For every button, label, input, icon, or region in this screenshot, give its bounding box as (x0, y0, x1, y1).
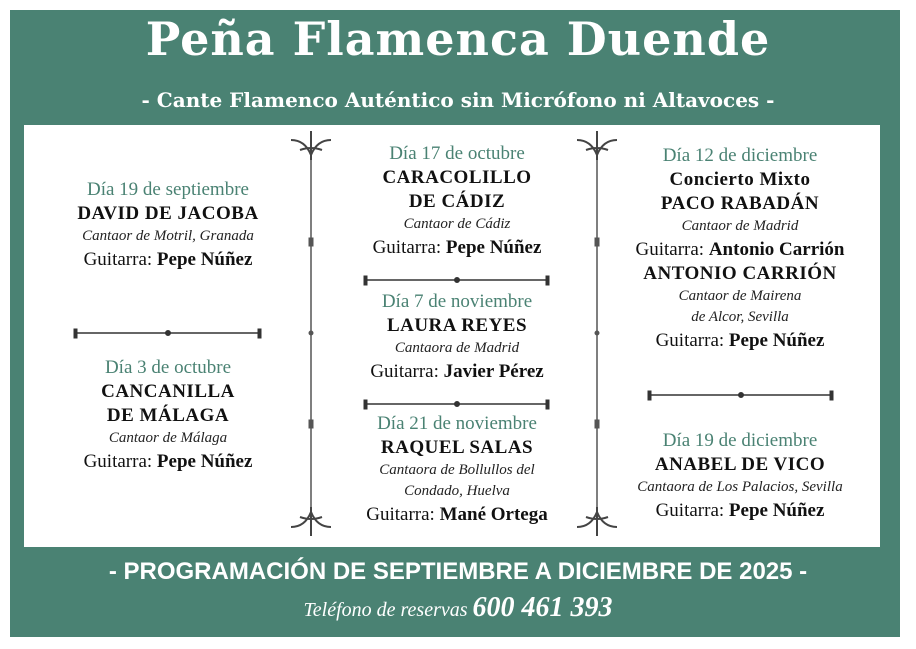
reservation-phone (0, 592, 916, 624)
artist-name: ANABEL DE VICO (654, 454, 826, 475)
guitarist-name: Pepe Núñez (156, 451, 253, 472)
artist-name: LAURA REYES (386, 315, 528, 336)
divider-dot (309, 331, 313, 335)
fleur-ornament-icon (291, 131, 331, 160)
divider-tick (309, 238, 313, 246)
event-date: Día 17 de octubre (389, 143, 525, 164)
event-date: Día 19 de diciembre (662, 430, 818, 451)
event-card (330, 142, 584, 260)
guitar-label: Guitarra: (370, 361, 439, 382)
artist-name: CANCANILLA (101, 381, 235, 402)
page-title: Peña Flamenca Duende (145, 12, 771, 66)
artist-origin: Cantaor de Mairena (678, 288, 802, 304)
event-date: Día 19 de septiembre (87, 179, 249, 200)
page-subtitle: - Cante Flamenco Auténtico sin Micrófono ni Altavoces - (141, 88, 775, 112)
artist-origin: Cantaor de Málaga (108, 430, 228, 446)
guitar-line (330, 235, 584, 260)
guitar-label: Guitarra: (372, 237, 442, 258)
guitar-label: Guitarra: (655, 330, 725, 351)
artist-origin: Cantaor de Motril, Granada (82, 228, 254, 244)
guitar-label: Guitarra: (655, 500, 725, 521)
guitarist-name: Pepe Núñez (728, 330, 825, 351)
artist-origin: Cantaor de Madrid (681, 218, 799, 234)
artist-origin: de Alcor, Sevilla (691, 309, 789, 325)
event-card (40, 178, 296, 272)
event-date: Día 3 de octubre (104, 357, 232, 378)
guitarist-name: Pepe Núñez (156, 249, 253, 270)
event-date: Día 7 de noviembre (381, 291, 533, 312)
artist-name: DE CÁDIZ (408, 191, 506, 212)
guitar-label: Guitarra: (83, 249, 153, 270)
guitarist-name: Pepe Núñez (728, 500, 825, 521)
artist-name: ANTONIO CARRIÓN (643, 263, 837, 284)
guitar-label: Guitarra: (635, 239, 705, 260)
divider-dot (595, 331, 599, 335)
event-date: Día 21 de noviembre (377, 413, 537, 434)
artist-origin: Cantaora de Madrid (394, 340, 520, 356)
guitar-label: Guitarra: (366, 504, 435, 525)
divider-tick (595, 420, 599, 428)
event-card (40, 356, 296, 474)
guitar-line (604, 328, 876, 353)
guitarist-name: Javier Pérez (443, 361, 544, 382)
concert-type: Concierto Mixto (669, 169, 811, 190)
artist-name: DE MÁLAGA (106, 405, 230, 426)
guitar-line (40, 247, 296, 272)
divider-tick (309, 420, 313, 428)
divider-ornament-icon (74, 329, 261, 338)
event-date: Día 12 de diciembre (662, 145, 818, 166)
artist-origin: Cantaora de Los Palacios, Sevilla (637, 479, 843, 495)
guitar-line (604, 237, 876, 262)
guitarist-name: Pepe Núñez (445, 237, 542, 258)
guitarist-name: Mané Ortega (439, 504, 548, 525)
event-card (330, 290, 584, 384)
artist-origin: Cantaora de Bollullos del (379, 462, 535, 478)
event-card (330, 412, 584, 527)
divider-tick (595, 238, 599, 246)
divider-ornament-icon (364, 276, 549, 285)
fleur-ornament-icon (291, 507, 331, 536)
artist-name: CARACOLILLO (382, 167, 532, 188)
guitar-line (330, 359, 584, 384)
divider-ornament-icon (648, 391, 833, 400)
phone-number: 600 461 393 (472, 592, 613, 623)
guitar-line (40, 449, 296, 474)
guitarist-name: Antonio Carrión (708, 239, 845, 260)
divider-ornament-icon (364, 400, 549, 409)
phone-label: Teléfono de reservas (303, 599, 468, 621)
programming-banner: - PROGRAMACIÓN DE SEPTIEMBRE A DICIEMBRE DE 2025 - (108, 558, 808, 585)
event-card (604, 429, 876, 523)
event-card (604, 144, 876, 353)
artist-name: RAQUEL SALAS (380, 437, 534, 458)
guitar-line (330, 502, 584, 527)
artist-name: DAVID DE JACOBA (77, 203, 259, 224)
guitar-line (604, 498, 876, 523)
artist-origin: Condado, Huelva (404, 483, 510, 499)
artist-origin: Cantaor de Cádiz (403, 216, 511, 232)
guitar-label: Guitarra: (83, 451, 153, 472)
artist-name: PACO RABADÁN (660, 193, 820, 214)
